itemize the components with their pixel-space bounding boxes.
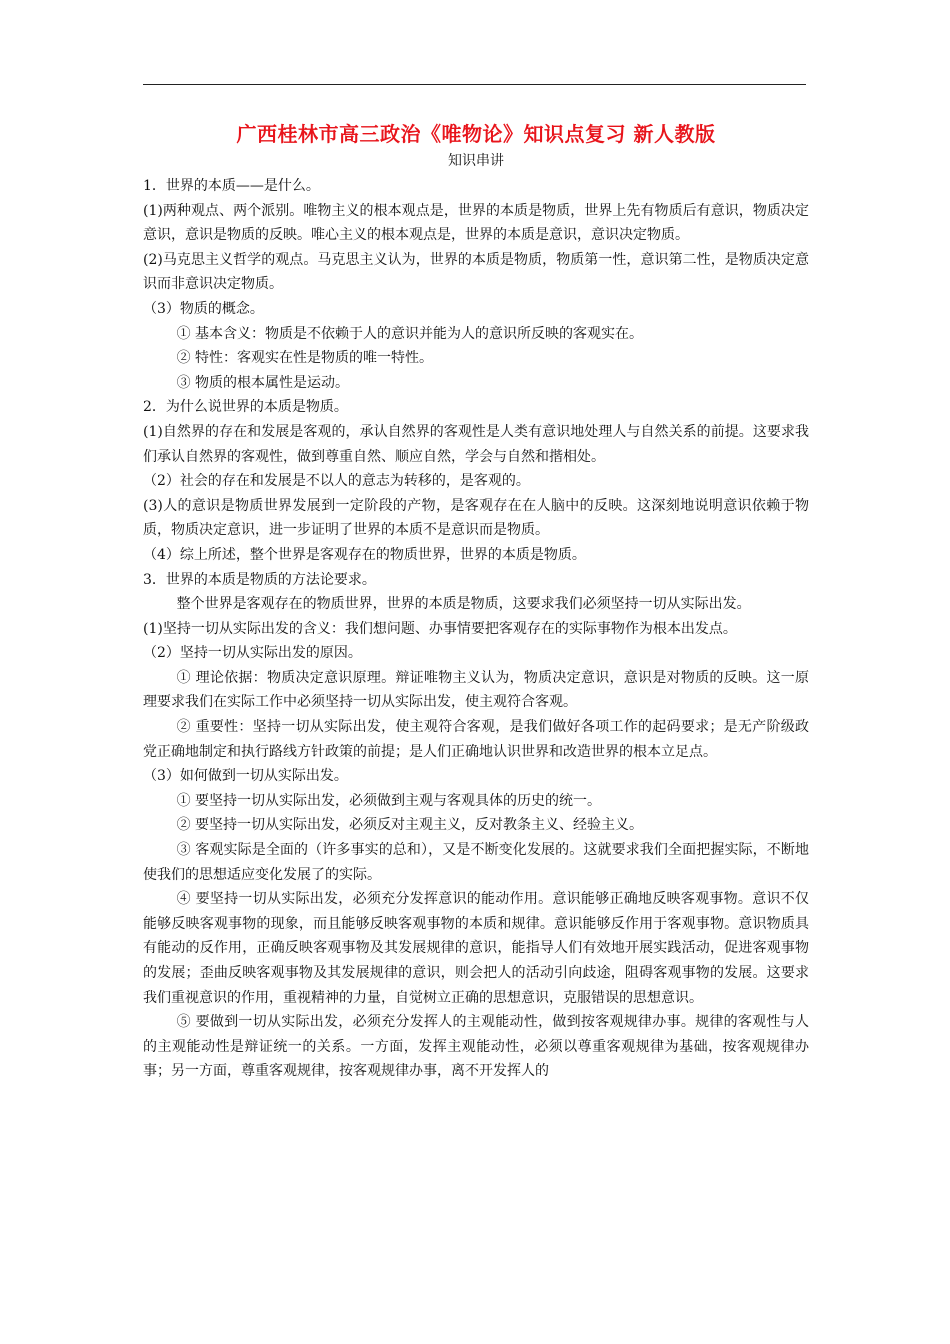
paragraph: (1)坚持一切从实际出发的含义：我们想问题、办事情要把客观存在的实际事物作为根本出发点。 bbox=[143, 620, 737, 637]
paragraph: ② 要坚持一切从实际出发，必须反对主观主义，反对教条主义、经验主义。 bbox=[176, 817, 644, 834]
paragraph: （3）如何做到一切从实际出发。 bbox=[143, 768, 348, 785]
paragraph: (1)两种观点、两个派别。唯物主义的根本观点是，世界的本质是物质，世界上先有物质后有意识，物质决定意识，意识是物质的反映。唯心主义的根本观点是，世界的本质是意识，意识决定物质。 bbox=[143, 202, 809, 244]
header-rule bbox=[143, 84, 806, 85]
paragraph: (3)人的意识是物质世界发展到一定阶段的产物，是客观存在在人脑中的反映。这深刻地说明意识依赖于物质，物质决定意识，进一步证明了世界的本质不是意识而是物质。 bbox=[143, 497, 809, 539]
paragraph: ② 特性：客观实在性是物质的唯一特性。 bbox=[176, 350, 434, 367]
document-title: 广西桂林市高三政治《唯物论》知识点复习 新人教版 bbox=[236, 122, 716, 146]
paragraph: ⑤ 要做到一切从实际出发，必须充分发挥人的主观能动性，做到按客观规律办事。规律的客观性与人的主观能动性是辩证统一的关系。一方面，发挥主观能动性，必须以尊重客观规律为基础，按客观规律办事；另一方面，尊重客观规律，按客观规律办事，离不开发挥人的 bbox=[143, 1014, 809, 1080]
paragraph: (1)自然界的存在和发展是客观的，承认自然界的客观性是人类有意识地处理人与自然关系的前提。这要求我们承认自然界的客观性，做到尊重自然、顺应自然，学会与自然和揩相处。 bbox=[143, 423, 809, 465]
paragraph: 整个世界是客观存在的物质世界，世界的本质是物质，这要求我们必须坚持一切从实际出发。 bbox=[176, 596, 751, 613]
paragraph-list bbox=[143, 174, 809, 1084]
paragraph: ① 理论依据：物质决定意识原理。辩证唯物主义认为，物质决定意识，意识是对物质的反映。这一原理要求我们在实际工作中必须坚持一切从实际出发，使主观符合客观。 bbox=[143, 669, 809, 711]
paragraph: （3）物质的概念。 bbox=[143, 300, 264, 317]
paragraph: 3．世界的本质是物质的方法论要求。 bbox=[143, 571, 376, 588]
paragraph: ④ 要坚持一切从实际出发，必须充分发挥意识的能动作用。意识能够正确地反映客观事物。意识不仅能够反映客观事物的现象，而且能够反映客观事物的本质和规律。意识能够反作用于客观事物。意识物质具有能动的反作用，正确反映客观事物及其发展规律的意识，能指导人们有效地开展实践活动，促进客观事物的发展；歪曲反映客观事物及其发展规律的意识，则会把人的活动引向歧途，阻碍客观事物的发展。这要求我们重视意识的作用，重视精神的力量，自觉树立正确的思想意识，克服错误的思想意识。 bbox=[143, 891, 809, 1006]
paragraph: (2)马克思主义哲学的观点。马克思主义认为，世界的本质是物质，物质第一性，意识第二性，是物质决定意识而非意识决定物质。 bbox=[143, 251, 809, 293]
paragraph: ③ 物质的根本属性是运动。 bbox=[176, 374, 350, 391]
paragraph: （2）坚持一切从实际出发的原因。 bbox=[143, 645, 362, 662]
paragraph: ① 要坚持一切从实际出发，必须做到主观与客观具体的历史的统一。 bbox=[176, 792, 602, 809]
paragraph: （2）社会的存在和发展是不以人的意志为转移的，是客观的。 bbox=[143, 473, 530, 490]
document-subtitle: 知识串讲 bbox=[448, 153, 504, 169]
paragraph: 1．世界的本质——是什么。 bbox=[143, 178, 320, 194]
document-body bbox=[143, 118, 809, 1084]
paragraph: ② 重要性：坚持一切从实际出发，使主观符合客观，是我们做好各项工作的起码要求；是无产阶级政党正确地制定和执行路线方针政策的前提；是人们正确地认识世界和改造世界的根本立足点。 bbox=[143, 719, 809, 760]
paragraph: （4）综上所述，整个世界是客观存在的物质世界，世界的本质是物质。 bbox=[143, 546, 586, 563]
paragraph: ① 基本含义：物质是不依赖于人的意识并能为人的意识所反映的客观实在。 bbox=[176, 325, 644, 342]
paragraph: 2．为什么说世界的本质是物质。 bbox=[143, 399, 348, 416]
paragraph: ③ 客观实际是全面的（许多事实的总和），又是不断变化发展的。这就要求我们全面把握实际，不断地使我们的思想适应变化发展了的实际。 bbox=[143, 842, 809, 883]
